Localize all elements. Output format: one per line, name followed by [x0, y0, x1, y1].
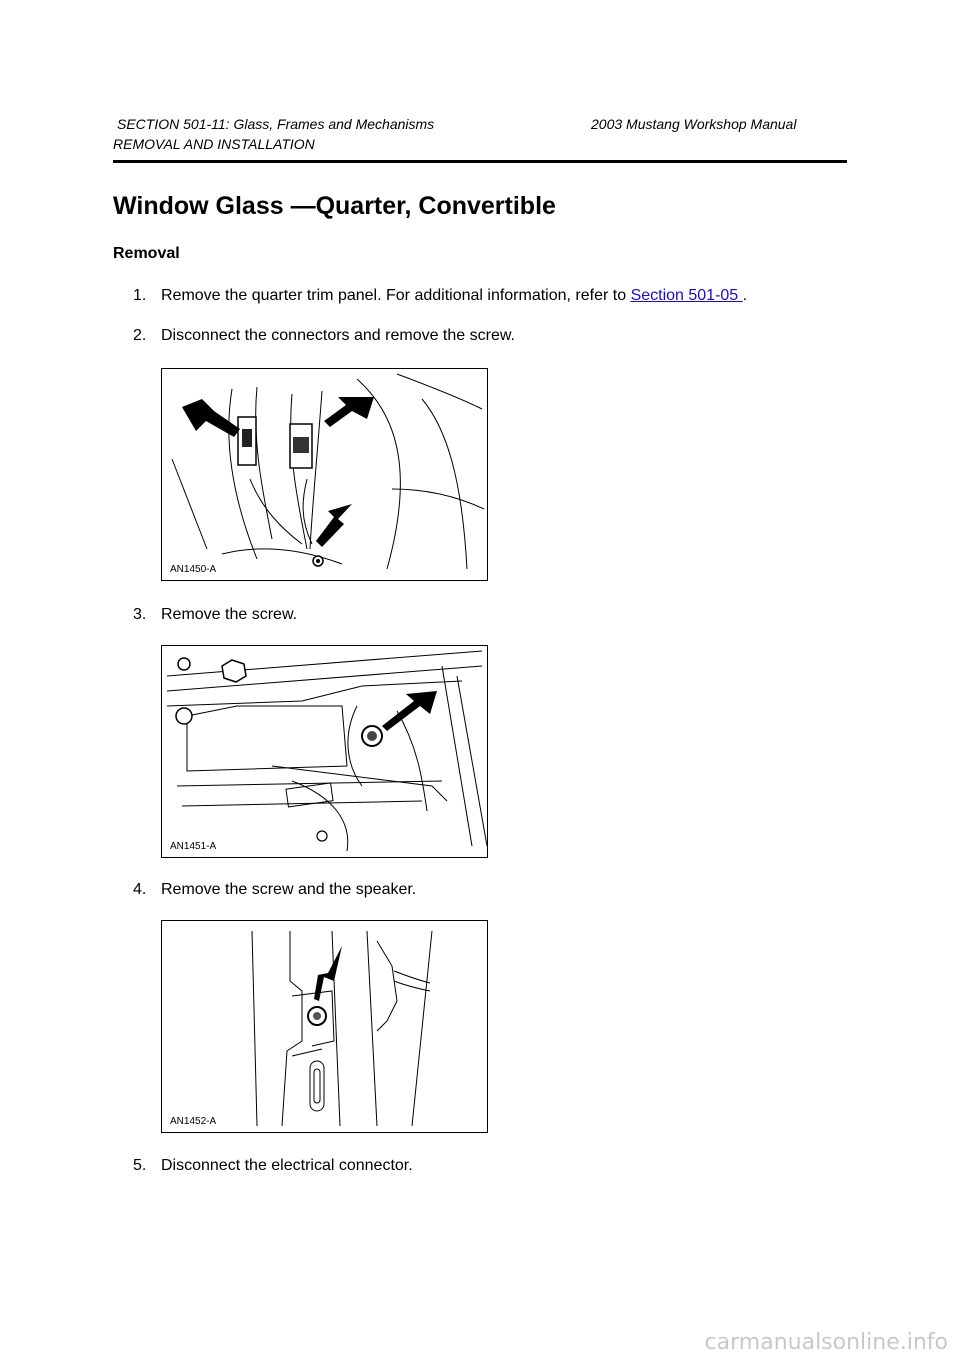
step-3	[133, 606, 297, 624]
header-rule	[113, 160, 847, 163]
step-5	[133, 1157, 413, 1175]
step-text: Remove the quarter trim panel. For additional information, refer to	[161, 287, 631, 304]
step-1	[133, 287, 747, 305]
figure-1-label: AN1450-A	[170, 564, 217, 575]
step-number: 4.	[133, 881, 147, 898]
step-text: Remove the screw and the speaker.	[161, 881, 417, 898]
section-link[interactable]: Section 501-05	[630, 287, 743, 304]
figure-speaker	[161, 920, 488, 1133]
figure-connectors-drawing	[162, 369, 487, 580]
step-text: Remove the screw.	[161, 606, 298, 623]
page-title: Window Glass —Quarter, Convertible	[113, 192, 556, 220]
header-manual-title: 2003 Mustang Workshop Manual	[591, 116, 797, 132]
step-number: 2.	[133, 327, 147, 344]
figure-3-label: AN1452-A	[170, 1116, 217, 1127]
figure-screw-drawing	[162, 646, 487, 857]
step-2	[133, 327, 515, 345]
step-4	[133, 881, 416, 899]
step-text-end: .	[742, 287, 748, 304]
step-number: 3.	[133, 606, 147, 623]
figure-speaker-drawing	[162, 921, 487, 1132]
figure-connectors	[161, 368, 488, 581]
step-text: Disconnect the electrical connector.	[161, 1157, 413, 1174]
step-text: Disconnect the connectors and remove the screw.	[161, 327, 515, 344]
removal-heading: Removal	[113, 245, 180, 262]
figure-screw	[161, 645, 488, 858]
step-number: 1.	[133, 287, 147, 304]
header-section-title: SECTION 501-11: Glass, Frames and Mechanisms	[117, 116, 435, 132]
watermark: carmanualsonline.info	[704, 1330, 948, 1355]
header-subheading: REMOVAL AND INSTALLATION	[113, 136, 315, 152]
figure-2-label: AN1451-A	[170, 841, 217, 852]
step-number: 5.	[133, 1157, 147, 1174]
